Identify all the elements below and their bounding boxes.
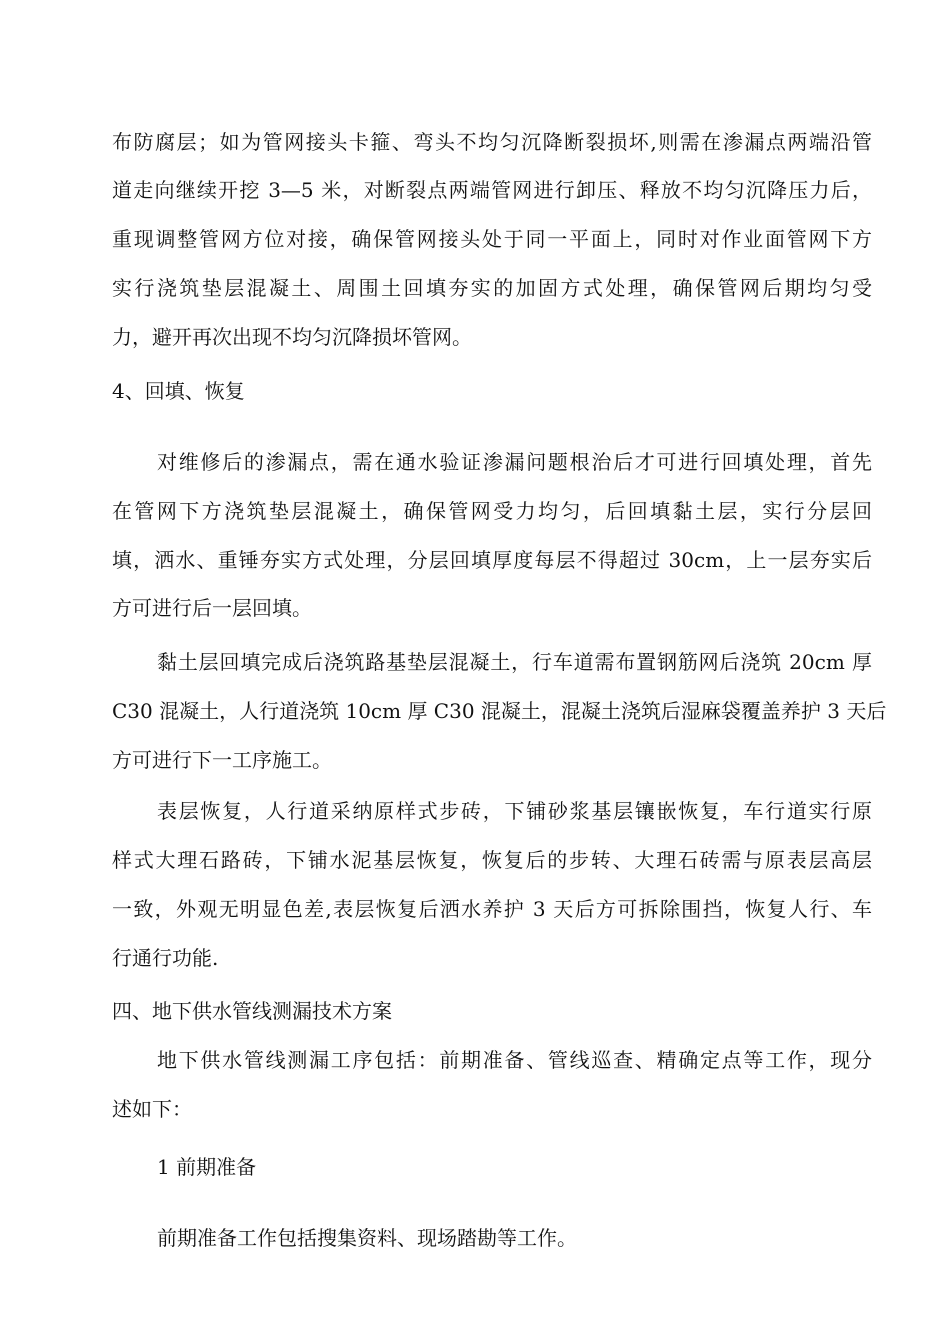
body-text-line: 填，洒水、重锤夯实方式处理，分层回填厚度每层不得超过 30cm，上一层夯实后 — [112, 548, 872, 572]
body-text-line: 方可进行下一工序施工。 — [112, 748, 332, 772]
subsection-heading: 1 前期准备 — [157, 1155, 257, 1179]
body-text-line: 黏土层回填完成后浇筑路基垫层混凝土，行车道需布置钢筋网后浇筑 20cm 厚 — [157, 650, 872, 674]
body-text-line: 对维修后的渗漏点，需在通水验证渗漏问题根治后才可进行回填处理，首先 — [157, 450, 872, 474]
subsection-heading: 4、回填、恢复 — [112, 379, 245, 403]
section-heading: 四、地下供水管线测漏技术方案 — [112, 999, 392, 1023]
body-text-line: 述如下： — [112, 1097, 192, 1121]
body-text-line: 在管网下方浇筑垫层混凝土，确保管网受力均匀，后回填黏土层，实行分层回 — [112, 499, 872, 523]
body-text-line: 一致，外观无明显色差,表层恢复后洒水养护 3 天后方可拆除围挡，恢复人行、车 — [112, 897, 872, 921]
body-text-line: 地下供水管线测漏工序包括：前期准备、管线巡查、精确定点等工作，现分 — [157, 1048, 872, 1072]
body-text-line: 样式大理石路砖，下铺水泥基层恢复，恢复后的步转、大理石砖需与原表层高层 — [112, 848, 872, 872]
body-text-line: C30 混凝土，人行道浇筑 10cm 厚 C30 混凝土，混凝土浇筑后湿麻袋覆盖养护 3 天后 — [112, 699, 887, 723]
body-text-line: 力，避开再次出现不均匀沉降损坏管网。 — [112, 325, 472, 349]
body-text-line: 道走向继续开挖 3—5 米，对断裂点两端管网进行卸压、释放不均匀沉降压力后， — [112, 178, 872, 202]
body-text-line: 前期准备工作包括搜集资料、现场踏勘等工作。 — [157, 1226, 577, 1250]
body-text-line: 实行浇筑垫层混凝土、周围土回填夯实的加固方式处理，确保管网后期均匀受 — [112, 276, 872, 300]
body-text-line: 布防腐层；如为管网接头卡箍、弯头不均匀沉降断裂损坏,则需在渗漏点两端沿管 — [112, 130, 872, 154]
body-text-line: 重现调整管网方位对接，确保管网接头处于同一平面上，同时对作业面管网下方 — [112, 227, 872, 251]
body-text-line: 方可进行后一层回填。 — [112, 596, 312, 620]
body-text-line: 行通行功能. — [112, 946, 219, 970]
body-text-line: 表层恢复，人行道采纳原样式步砖，下铺砂浆基层镶嵌恢复，车行道实行原 — [157, 799, 872, 823]
